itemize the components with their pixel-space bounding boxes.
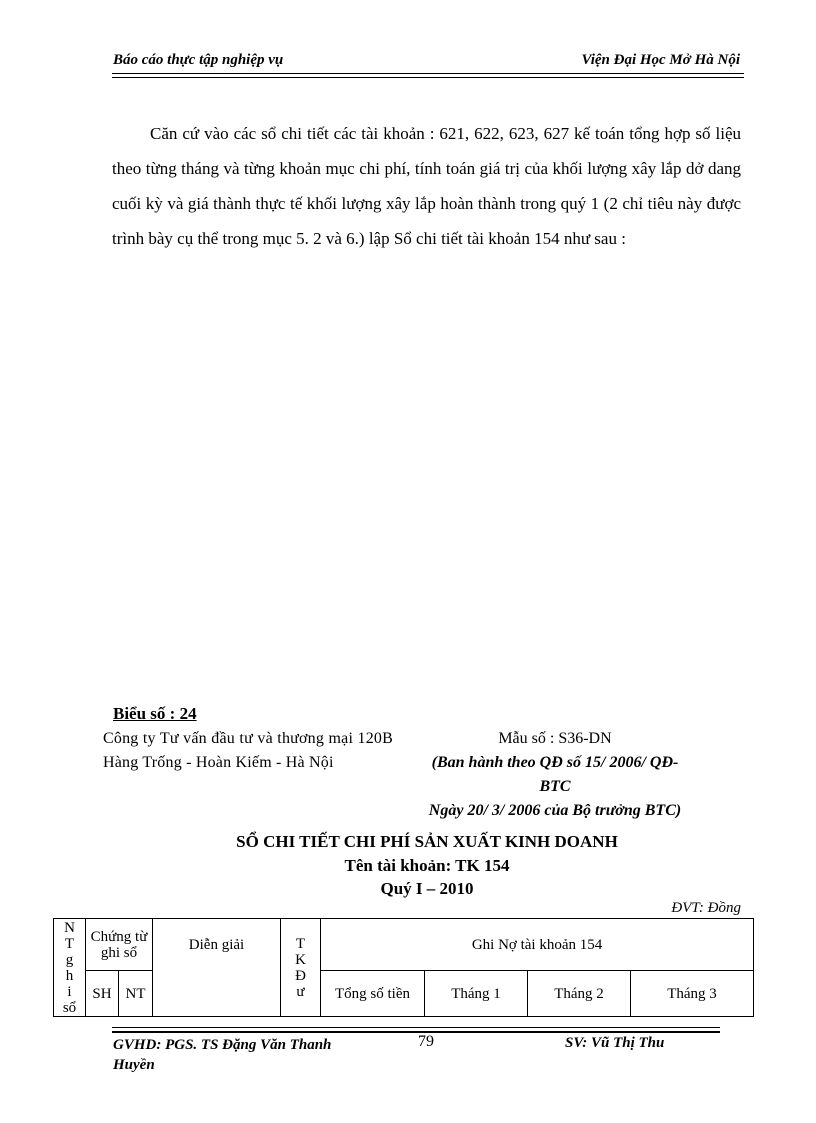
form-date: Ngày 20/ 3/ 2006 của Bộ trưởng BTC) (428, 802, 682, 819)
sub-nt-header: NT (119, 971, 153, 1017)
company-info: Công ty Tư vấn đầu tư và thương mại 120B Hàng Trống - Hoàn Kiếm - Hà Nội (103, 730, 393, 771)
body-paragraph-text: Căn cứ vào các sổ chi tiết các tài khoản : 621, 622, 623, 627 kế toán tổng hợp số liệu theo từng tháng và từng khoản mục chi phí, tính toán giá trị của khối lượng xây lắp dở dang cuối kỳ và giá thành thực tế khối lượng xây lắp hoàn thành trong quý 1 (2 chỉ tiêu này được trình bày cụ thể trong mục 5. 2 và 6.) lập Sổ chi tiết tài khoản 154 như sau : (112, 124, 741, 248)
unit-label: ĐVT: Đồng (671, 900, 741, 916)
form-label: Biểu số : 24 (113, 704, 197, 723)
account-name: Tên tài khoản: TK 154 (344, 856, 510, 875)
header-left: Báo cáo thực tập nghiệp vụ (113, 52, 284, 68)
sub-month1-header: Tháng 1 (425, 971, 528, 1017)
col-voucher-header: Chứng từ ghi sổ (86, 919, 153, 971)
col-desc-header: Diễn giải (153, 919, 281, 1017)
form-metadata (420, 727, 690, 823)
document-title: SỔ CHI TIẾT CHI PHÍ SẢN XUẤT KINH DOANH (236, 832, 618, 851)
sub-total-header: Tổng số tiền (321, 971, 425, 1017)
col-nt-header: N T gh i sổ (54, 919, 86, 1017)
col-tkdu-header: T K Đ ư (281, 919, 321, 1017)
header-divider (112, 73, 744, 74)
sub-month2-header: Tháng 2 (528, 971, 631, 1017)
header-divider-thin (112, 77, 744, 78)
footer-supervisor: GVHD: PGS. TS Đặng Văn Thanh Huyền (113, 1037, 332, 1073)
ledger-table (53, 918, 754, 1017)
sub-month3-header: Tháng 3 (631, 971, 754, 1017)
col-debit-header: Ghi Nợ tài khoản 154 (321, 919, 754, 971)
body-paragraph (112, 116, 741, 256)
sub-sh-header: SH (86, 971, 119, 1017)
footer-divider-thin (112, 1027, 720, 1028)
footer-student: SV: Vũ Thị Thu (565, 1035, 665, 1051)
footer-divider (112, 1031, 720, 1033)
header-right: Viện Đại Học Mở Hà Nội (581, 52, 740, 68)
page-number: 79 (418, 1033, 434, 1050)
form-decision: (Ban hành theo QĐ số 15/ 2006/ QĐ-BTC (431, 754, 679, 795)
form-number: Mẫu số : S36-DN (498, 730, 612, 747)
quarter-label: Quý I – 2010 (380, 879, 474, 898)
